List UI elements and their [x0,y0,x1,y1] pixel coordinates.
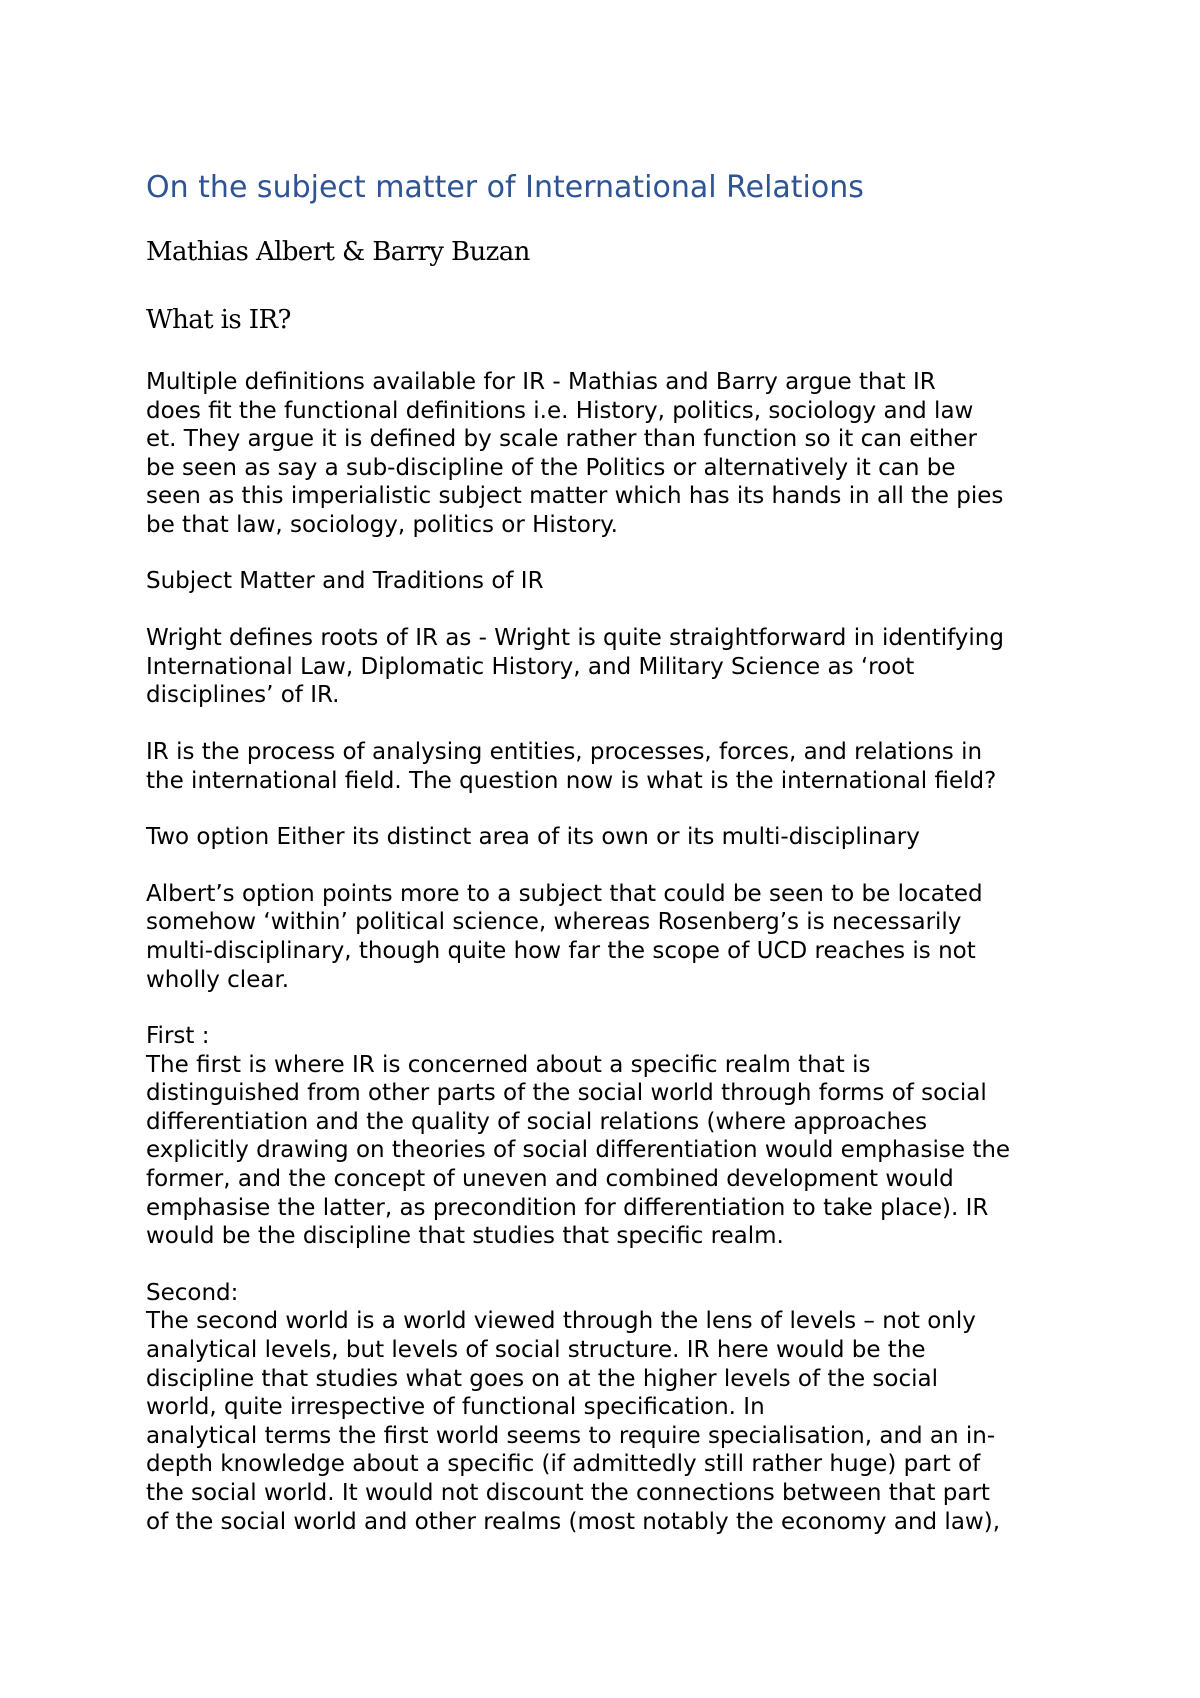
paragraph-process: IR is the process of analysing entities, processes, forces, and relations in the international field. The question now is what is the international field? [146,738,997,794]
document-authors: Mathias Albert & Barry Buzan [146,237,530,267]
paragraph-wright: Wright defines roots of IR as - Wright is quite straightforward in identifying International Law, Diplomatic History, and Military Science as ‘root disciplines’ of IR. [146,625,1004,709]
paragraph-second: Second: The second world is a world viewed through the lens of levels – not only analytical levels, but levels of social structure. IR here would be the discipline that studies what goes on at the higher levels of the social world, quite irrespective of functional specification. In analytical terms the first world seems to require specialisation, and an in- depth knowledge about a specific (if admittedly still rather huge) part of the social world. It would not discount the connections between that part of the social world and other realms (most notably the economy and law), [146,1279,1001,1535]
document-body [146,168,1076,1536]
section-heading-subject-matter: Subject Matter and Traditions of IR [146,567,544,594]
section-heading-what-is-ir: What is IR? [146,305,291,335]
paragraph-albert: Albert’s option points more to a subject that could be seen to be located somehow ‘within’ political science, whereas Rosenberg’s is necessarily multi-disciplinary, though quite how far the scope of UCD reaches is not wholly clear. [146,880,983,993]
paragraph-definitions: Multiple definitions available for IR - Mathias and Barry argue that IR does fit the functional definitions i.e. History, politics, sociology and law et. They argue it is defined by scale rather than function so it can either be seen as say a sub-discipline of the Politics or alternatively it can be seen as this imperialistic subject matter which has its hands in all the pies be that law, sociology, politics or History. [146,369,1004,538]
document-title: On the subject matter of International Relations [146,170,864,205]
paragraph-two-option: Two option Either its distinct area of its own or its multi-disciplinary [146,824,920,851]
paragraph-first: First : The first is where IR is concerned about a specific realm that is distinguished from other parts of the social world through forms of social differentiation and the quality of social relations (where approaches explicitly drawing on theories of social differentiation would emphasise the former, and the concept of uneven and combined development would emphasise the latter, as precondition for differentiation to take place). IR would be the discipline that studies that specific realm. [146,1023,1011,1250]
